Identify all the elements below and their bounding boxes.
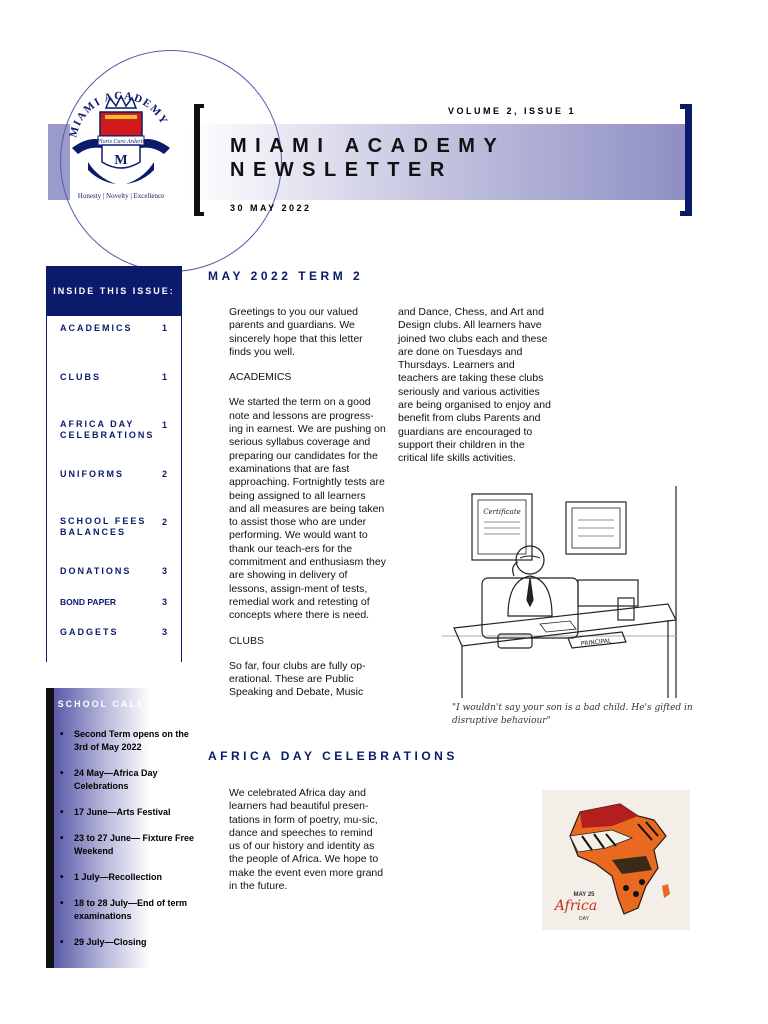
principal-sign: PRINCIPAL	[580, 637, 612, 648]
calendar-item: • 23 to 27 June— Fixture Free Weekend	[58, 832, 198, 858]
title-bracket-left	[194, 104, 204, 216]
toc-item-donations[interactable]: DONATIONS	[60, 566, 132, 576]
cartoon-caption: "I wouldn't say your son is a bad child. He's gifted in disruptive behaviour"	[452, 703, 693, 726]
toc-page-gadgets: 3	[162, 627, 168, 637]
logo-values: Honesty | Novelty | Excellence	[77, 192, 165, 200]
africa-image-word: Africa	[554, 898, 598, 914]
toc-item-clubs[interactable]: CLUBS	[60, 372, 101, 382]
calendar-item: • 1 July—Recollection	[58, 871, 198, 884]
toc-page-academics: 1	[162, 323, 168, 333]
title-line-1: MIAMI ACADEMY	[230, 135, 506, 157]
toc-item-bond-paper[interactable]: BOND PAPER	[60, 597, 117, 607]
section-heading-africa-day: AFRICA DAY CELEBRATIONS	[208, 749, 458, 763]
calendar-item: • 18 to 28 July—End of term examinations	[58, 897, 198, 923]
inside-issue-border	[46, 316, 182, 662]
article-column-1	[229, 306, 386, 700]
toc-item-uniforms[interactable]: UNIFORMS	[60, 469, 124, 479]
toc-page-uniforms: 2	[162, 469, 168, 479]
title-bracket-right	[680, 104, 692, 216]
academics-heading: ACADEMICS	[229, 371, 292, 384]
inside-issue-title: INSIDE THIS ISSUE:	[53, 286, 175, 296]
toc-page-africa-day: 1	[162, 420, 168, 430]
logo-name: MIAMI ACADEMY	[67, 89, 171, 139]
clubs-continued-text: and Dance, Chess, and Art and Design clubs. All learners have joined two clubs each and these are done on Tuesdays and Thursdays. Learners and teachers are taking these clubs seriously and various activities are being organised to enjoy and benefit from clubs Parents and guardians are encouraged to support their children in the critical life skills activities.	[398, 306, 551, 465]
principal-cartoon	[442, 486, 692, 698]
calendar-item: • Second Term opens on the 3rd of May 2022	[58, 728, 198, 754]
toc-page-donations: 3	[162, 566, 168, 576]
calendar-item: • 17 June—Arts Festival	[58, 806, 198, 819]
greeting-text: Greetings to you our valued parents and guardians. We sincerely hope that this letter finds you well.	[229, 306, 363, 358]
logo-letter: M	[114, 153, 128, 168]
africa-day-column	[229, 787, 386, 893]
certificate-text: Certificate	[483, 508, 521, 516]
newsletter-title	[230, 134, 505, 182]
volume-issue: VOLUME 2, ISSUE 1	[447, 106, 576, 116]
calendar-list	[58, 728, 198, 962]
toc-page-clubs: 1	[162, 372, 168, 382]
toc-item-gadgets[interactable]: GADGETS	[60, 627, 119, 637]
toc-page-bond-paper: 3	[162, 597, 168, 607]
toc-page-school-fees: 2	[162, 517, 168, 527]
calendar-item: • 29 July—Closing	[58, 936, 198, 949]
section-heading-term: MAY 2022 TERM 2	[208, 269, 364, 283]
africa-image-day: DAY	[579, 916, 589, 922]
toc-item-academics[interactable]: ACADEMICS	[60, 323, 133, 333]
clubs-text: So far, four clubs are fully op-erational. These are Public Speaking and Debate, Music	[229, 659, 366, 699]
calendar-item: • 24 May—Africa Day Celebrations	[58, 767, 198, 793]
africa-image-date: MAY 25	[573, 892, 595, 898]
issue-date: 30 MAY 2022	[230, 203, 312, 213]
calendar-title: SCHOOL CALEDAR	[57, 699, 171, 709]
article-column-2	[398, 306, 554, 466]
toc-item-africa-day[interactable]: AFRICA DAY CELEBRATIONS	[60, 419, 155, 440]
academics-text: We started the term on a good note and lessons are progress-ing in earnest. We are pushing on serious syllabus coverage and preparing our candidates for the examinations that are fast approaching. Fortnightly tests are being assigned to all learners and all measures are being taken to assist those who are under performing. We would want to thank our teach-ers for the commitment and enthusiasm they are showing in delivery of lessons, assign-ment of tests, remedial work and retesting of concepts where there is need.	[229, 396, 386, 622]
school-logo	[58, 78, 184, 210]
title-line-2: NEWSLETTER	[230, 159, 453, 181]
africa-day-text: We celebrated Africa day and learners had beautiful presen-tations in form of poetry, mu-sic, dance and speeches to remind us of our history and identity as the people of Africa. We hope to make the event even more grand in the future.	[229, 787, 384, 893]
clubs-heading: CLUBS	[229, 634, 265, 647]
toc-item-school-fees[interactable]: SCHOOL FEES BALANCES	[60, 516, 147, 537]
africa-day-image	[542, 790, 690, 930]
logo-motto: Ploris Curo Arderis	[97, 139, 145, 145]
